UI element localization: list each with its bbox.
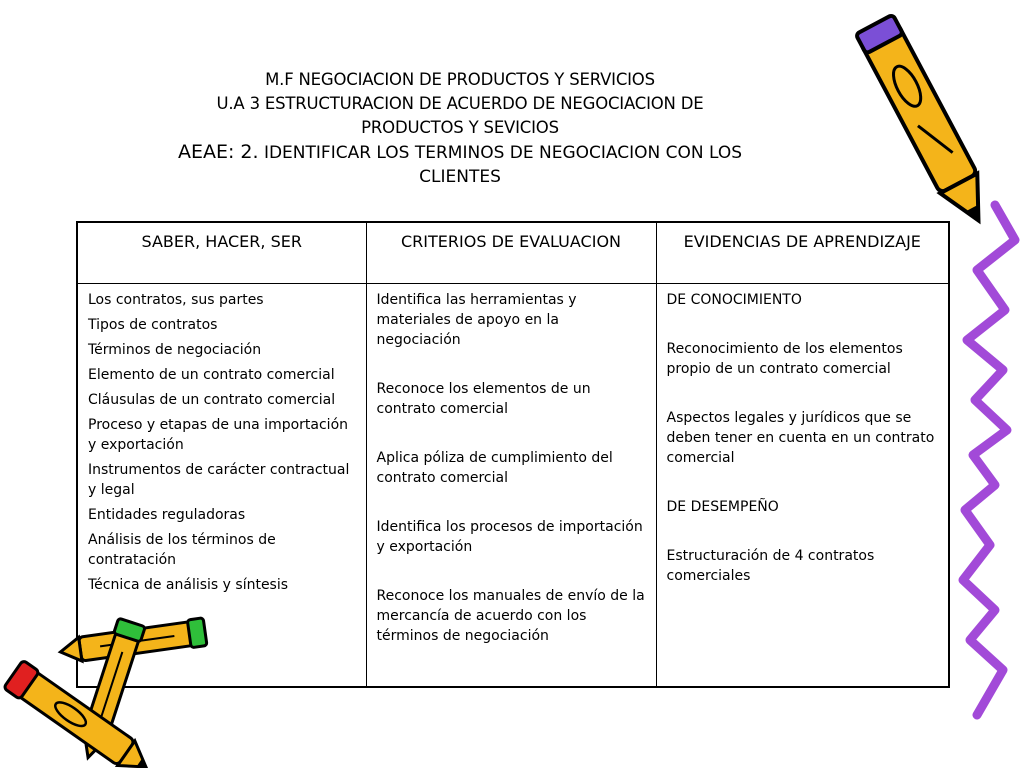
criterio-item: Reconoce los elementos de un contrato comercial — [376, 381, 591, 417]
title-line-aeae — [100, 140, 820, 165]
pencils-bottom-left-icon — [0, 615, 215, 768]
criterios-cell — [366, 284, 656, 688]
evidencia-item: Reconocimiento de los elementos propio de un contrato comercial — [666, 341, 903, 377]
squiggle-line-icon — [955, 200, 1024, 720]
evidencia-item: DE DESEMPEÑO — [666, 499, 779, 515]
criterio-item: Aplica póliza de cumplimiento del contrato comercial — [376, 450, 613, 486]
saber-item: Tipos de contratos — [88, 317, 218, 333]
criterio-item: Identifica las herramientas y materiales de apoyo en la negociación — [376, 292, 577, 348]
saber-item: Elemento de un contrato comercial — [88, 367, 335, 383]
saber-item: Cláusulas de un contrato comercial — [88, 392, 336, 408]
title-line-clientes: CLIENTES — [419, 167, 501, 187]
slide-title — [100, 68, 820, 189]
header-criterios: CRITERIOS DE EVALUACION — [366, 222, 656, 284]
saber-item: Proceso y etapas de una importación y exportación — [88, 417, 349, 453]
title-line-module: M.F NEGOCIACION DE PRODUCTOS Y SERVICIOS — [265, 70, 655, 89]
saber-item: Entidades reguladoras — [88, 507, 246, 523]
aeae-text: IDENTIFICAR LOS TERMINOS DE NEGOCIACION CON LOS — [258, 143, 743, 163]
evidencia-item: DE CONOCIMIENTO — [666, 292, 802, 308]
header-evidencias: EVIDENCIAS DE APRENDIZAJE — [656, 222, 949, 284]
saber-item: Instrumentos de carácter contractual y legal — [88, 462, 350, 498]
header-saber: SABER, HACER, SER — [77, 222, 366, 284]
table-header-row — [77, 222, 949, 284]
criterio-item: Identifica los procesos de importación y exportación — [376, 519, 643, 555]
evidencias-cell — [656, 284, 949, 688]
saber-item: Técnica de análisis y síntesis — [88, 577, 289, 593]
title-line-unit: U.A 3 ESTRUCTURACION DE ACUERDO DE NEGOCIACION DE — [216, 94, 704, 113]
criterio-item: Reconoce los manuales de envío de la mercancía de acuerdo con los términos de negociación — [376, 588, 645, 644]
aeae-prefix: AEAE: 2. — [177, 141, 259, 163]
evidencia-item: Aspectos legales y jurídicos que se deben tener en cuenta en un contrato comercial — [666, 410, 935, 466]
saber-item: Términos de negociación — [88, 342, 262, 358]
evidencia-item: Estructuración de 4 contratos comerciales — [666, 548, 875, 584]
title-line-unit-cont: PRODUCTOS Y SEVICIOS — [361, 118, 559, 137]
saber-item: Análisis de los términos de contratación — [88, 532, 276, 568]
saber-item: Los contratos, sus partes — [88, 292, 264, 308]
